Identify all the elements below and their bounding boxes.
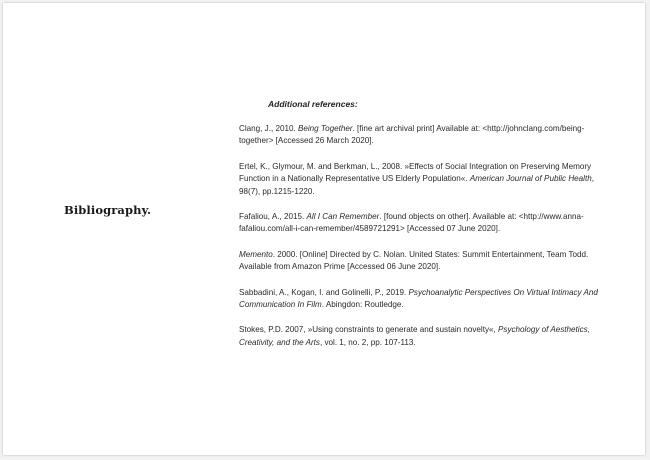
reference-entry <box>239 161 599 198</box>
reference-title: All I Can Remember <box>306 212 380 222</box>
section-title: Bibliography. <box>64 203 152 217</box>
reference-text: . 2000. [Online] Directed by C. Nolan. United States: Summit Entertainment, Team Todd. Available from Amazon Prime [Accessed 06 June 2020]. <box>239 249 589 272</box>
reference-title: Being Together <box>297 124 353 133</box>
reference-text: . [found objects on other]. Available at: <http://www.anna-fafaliou.com/all-i-can-remember/4589721291> [Accessed 07 June 2020]. <box>239 212 584 234</box>
reference-text: Sabbadini, A., Kogan, I. and Golinelli, P., 2019. <box>239 287 409 297</box>
reference-text: Stokes, P.D. 2007, »Using constraints to generate and sustain novelty«, <box>239 325 499 335</box>
reference-text: . [fine art archival print] Available at: <http://johnclang.com/being-together> [Accessed 26 March 2020]. <box>239 124 585 146</box>
reference-text: Fafaliou, A., 2015. <box>239 212 307 222</box>
reference-entry <box>239 324 599 349</box>
document-page <box>3 3 645 455</box>
reference-text: Clang, J., 2010. <box>239 124 298 133</box>
reference-title: American Journal of Public Health <box>469 174 592 184</box>
reference-entry <box>239 249 599 274</box>
reference-text: , 98(7), pp.1215-1220. <box>239 174 594 196</box>
reference-entry <box>239 211 599 236</box>
reference-text: . Abingdon: Routledge. <box>321 300 404 310</box>
reference-title: Psychology of Aesthetics, Creativity, and the Arts <box>239 325 590 347</box>
subheading: Additional references: <box>268 99 358 109</box>
reference-title: Psychoanalytic Perspectives On Virtual Intimacy And Communication In Film <box>239 287 598 310</box>
reference-text: Ertel, K., Glymour, M. and Berkman, L., 2008. »Effects of Social Integration on Preserving Memory Function in a Nationally Representative US Elderly Population«. <box>239 161 592 184</box>
reference-entry <box>239 287 599 312</box>
reference-list <box>239 123 599 362</box>
reference-entry <box>239 123 599 148</box>
reference-text: , vol. 1, no. 2, pp. 107-113. <box>319 337 416 347</box>
reference-title: Memento <box>239 249 273 259</box>
